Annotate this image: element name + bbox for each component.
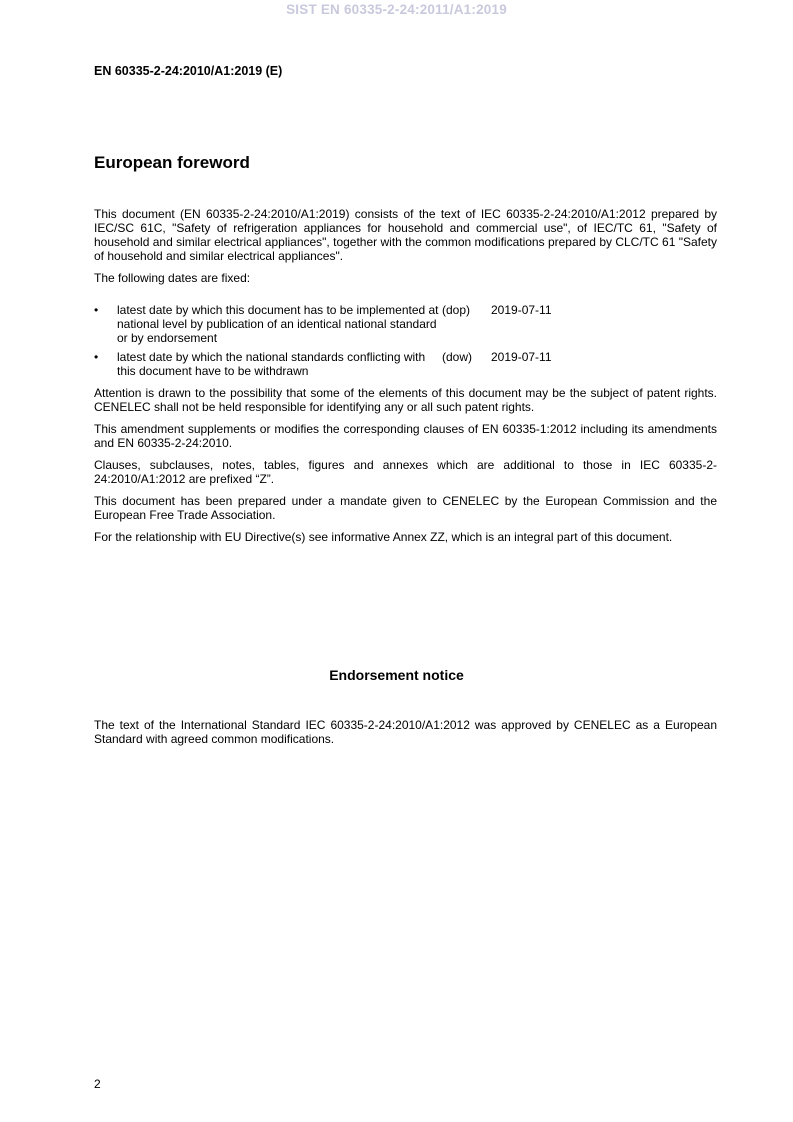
date-value: 2019-07-11 <box>491 303 552 317</box>
dates-intro: The following dates are fixed: <box>94 271 251 285</box>
endorsement-heading: Endorsement notice <box>329 667 464 683</box>
amendment-paragraph: This amendment supplements or modifies the corresponding clauses of EN 60335-1:2012 including its amendments and EN 60335-2-24:2010. <box>94 422 717 450</box>
foreword-body <box>94 207 717 552</box>
date-description: latest date by which this document has to be implemented at national level by publication of an identical national standard or by endorsement <box>117 303 439 345</box>
foreword-intro-paragraph: This document (EN 60335-2-24:2010/A1:2019) consists of the text of IEC 60335-2-24:2010/A1:2012 prepared by IEC/SC 61C, "Safety of refrigeration appliances for household and commercial use", of IEC/TC 61, "Safety of household and similar electrical appliances", together with the common modifications prepared by CLC/TC 61 "Safety of household and similar electrical appliances". <box>94 207 717 263</box>
eu-directive-paragraph: For the relationship with EU Directive(s) see informative Annex ZZ, which is an integral part of this document. <box>94 530 673 544</box>
bullet-icon: • <box>94 350 99 364</box>
page-number: 2 <box>94 1077 101 1091</box>
document-identifier: EN 60335-2-24:2010/A1:2019 (E) <box>94 64 283 78</box>
watermark: SIST EN 60335-2-24:2011/A1:2019 <box>286 2 507 17</box>
endorsement-paragraph: The text of the International Standard IEC 60335-2-24:2010/A1:2012 was approved by CENELEC as a European Standard with agreed common modifications. <box>94 718 717 746</box>
date-code: (dow) <box>442 350 473 364</box>
patent-rights-paragraph: Attention is drawn to the possibility that some of the elements of this document may be the subject of patent rights. CENELEC shall not be held responsible for identifying any or all such patent rights. <box>94 386 717 414</box>
date-item-dow <box>94 350 717 378</box>
date-code: (dop) <box>442 303 471 317</box>
date-item-dop <box>94 303 717 345</box>
mandate-paragraph: This document has been prepared under a mandate given to CENELEC by the European Commission and the European Free Trade Association. <box>94 494 717 522</box>
bullet-icon: • <box>94 303 99 317</box>
dates-list <box>94 293 717 378</box>
date-value: 2019-07-11 <box>491 350 552 364</box>
foreword-heading: European foreword <box>94 153 250 172</box>
date-description: latest date by which the national standards conflicting with this document have to be withdrawn <box>117 350 426 378</box>
clauses-prefix-paragraph: Clauses, subclauses, notes, tables, figures and annexes which are additional to those in IEC 60335-2-24:2010/A1:2012 are prefixed “Z”. <box>94 458 717 486</box>
